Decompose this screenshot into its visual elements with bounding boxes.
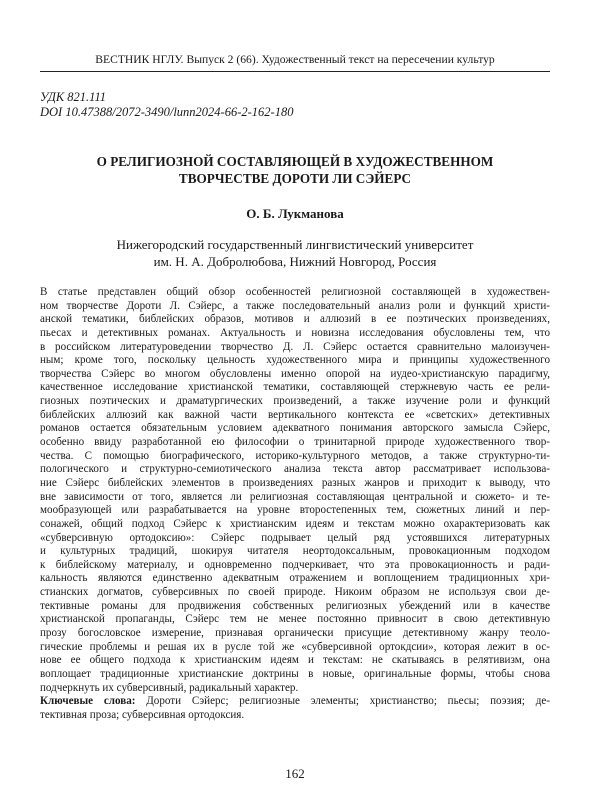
abstract-line: подчеркнуть их субверсивный, радикальный характер. xyxy=(40,681,299,694)
abstract-line: ным; кроме того, поскольку цельность художественного мира и принципы художественного xyxy=(40,354,550,367)
article-meta xyxy=(40,90,550,120)
abstract-line: гиозных поэтических и драматургических произведений, а также изучение роли и функций xyxy=(40,395,550,408)
abstract xyxy=(40,286,550,723)
abstract-line: нове ее общего подхода к христианским идеям и текстам: не скатываясь в релятивизм, она xyxy=(40,654,550,667)
abstract-line: особенно ввиду разработанной ею философии о тринитарной природе художественного твор- xyxy=(40,436,550,449)
affiliation-line-2: им. Н. А. Добролюбова, Нижний Новгород, Россия xyxy=(153,254,437,269)
abstract-line: мообразующей или разрабатывается на уровне второстепенных тем, сюжетных линий и пер- xyxy=(40,504,550,517)
udk-code: УДК 821.111 xyxy=(40,90,107,104)
page-number: 162 xyxy=(285,766,305,781)
abstract-line: романов остается обязательным условием адекватного понимания авторского замысла Сэйерс, xyxy=(40,422,550,435)
abstract-line: кальность являются единственно адекватным отражением и воплощением традиционных хри- xyxy=(40,572,550,585)
abstract-line: пьесах и детективных романах. Актуальность и новизна исследования обусловлены тем, что xyxy=(40,326,550,339)
article-title xyxy=(40,153,550,187)
keywords-line-2: тективная проза; субверсивная ортодоксия. xyxy=(40,708,245,721)
abstract-line: «субверсивную ортодоксию»: Сэйерс подрывает целый ряд устоявшихся литературных xyxy=(40,531,550,544)
abstract-line: гические проблемы и решая их в русле той же «субверсивной ортокдсии», которая лежит в ос- xyxy=(40,640,550,653)
abstract-line: воплощает традиционные христианские доктрины в новые, оригинальные формы, чтобы снова xyxy=(40,667,550,680)
abstract-line: творчества Сэйерс во многом обусловлены именно опорой на иудео-христианскую парадигму, xyxy=(40,367,550,380)
abstract-line: ном творчестве Дороти Л. Сэйерс, а также последовательный анализ роли и функций христи- xyxy=(40,299,550,312)
abstract-line: анской тематики, библейских образов, мотивов и аллюзий в ее поэтических произведениях, xyxy=(40,313,550,326)
abstract-line: в российском литературоведении творчество Д. Л. Сэйерс остается сравнительно малоизучен- xyxy=(40,340,550,353)
keywords-line-1 xyxy=(40,695,550,709)
abstract-line: пологического и структурно-семиотического анализа текста автор рассматривает использова- xyxy=(40,463,550,476)
abstract-line: тективные романы для продвижения собственных религиозных убеждений или в качестве xyxy=(40,599,550,612)
title-line-2: ТВОРЧЕСТВЕ ДОРОТИ ЛИ СЭЙЕРС xyxy=(178,171,412,186)
keywords-text: Дороти Сэйерс; религиозные элементы; христианство; пьесы; поэзия; де- xyxy=(135,695,550,708)
abstract-line: библейских аллюзий как важной части вертикального контекста ее «светских» детективных xyxy=(40,408,550,421)
abstract-line: стианских догматов, субверсивных по своей природе. Никоим образом не используя свои де- xyxy=(40,586,550,599)
title-line-1: О РЕЛИГИОЗНОЙ СОСТАВЛЯЮЩЕЙ В ХУДОЖЕСТВЕННОМ xyxy=(96,154,494,169)
affiliation-line-1: Нижегородский государственный лингвистический университет xyxy=(116,237,474,252)
doi: DOI 10.47388/2072-3490/lunn2024-66-2-162-180 xyxy=(40,105,294,119)
abstract-line: к библейскому материалу, и одновременно подчеркивает, что эта провокационность и ради- xyxy=(40,558,550,571)
abstract-text xyxy=(40,286,550,695)
abstract-line: сонажей, общий подход Сэйерс к христианским идеям и текстам можно охарактеризовать как xyxy=(40,517,550,530)
keywords-label: Ключевые слова: xyxy=(40,695,136,708)
running-title: ВЕСТНИК НГЛУ. Выпуск 2 (66). Художественный текст на пересечении культур xyxy=(95,53,495,66)
abstract-line: христианской пропаганды, Сэйерс тем не менее постоянно привносит в свою детективную xyxy=(40,613,550,626)
abstract-line: качественное исследование христианской тематики, составляющей стержневую часть ее рели- xyxy=(40,381,550,394)
running-header xyxy=(40,52,550,72)
affiliation xyxy=(40,236,550,270)
abstract-line: прозу богословское измерение, признавая органически присущие детективному жанру теоло- xyxy=(40,627,550,640)
abstract-line: и культурных традиций, шокируя читателя неортодоксальным, провокационным подходом xyxy=(40,545,550,558)
abstract-line: вне зависимости от того, является ли религиозная составляющая центральной и сюжето- и те- xyxy=(40,490,550,503)
abstract-line: В статье представлен общий обзор особенностей религиозной составляющей в художествен- xyxy=(40,286,550,298)
abstract-line: чества. С помощью биографического, историко-культурного методов, а также структурно-ти- xyxy=(40,449,550,462)
author-name: О. Б. Лукманова xyxy=(246,206,344,221)
abstract-line: ние Сэйерс библейских элементов в произведениях разных жанров и приходит к выводу, что xyxy=(40,476,550,489)
